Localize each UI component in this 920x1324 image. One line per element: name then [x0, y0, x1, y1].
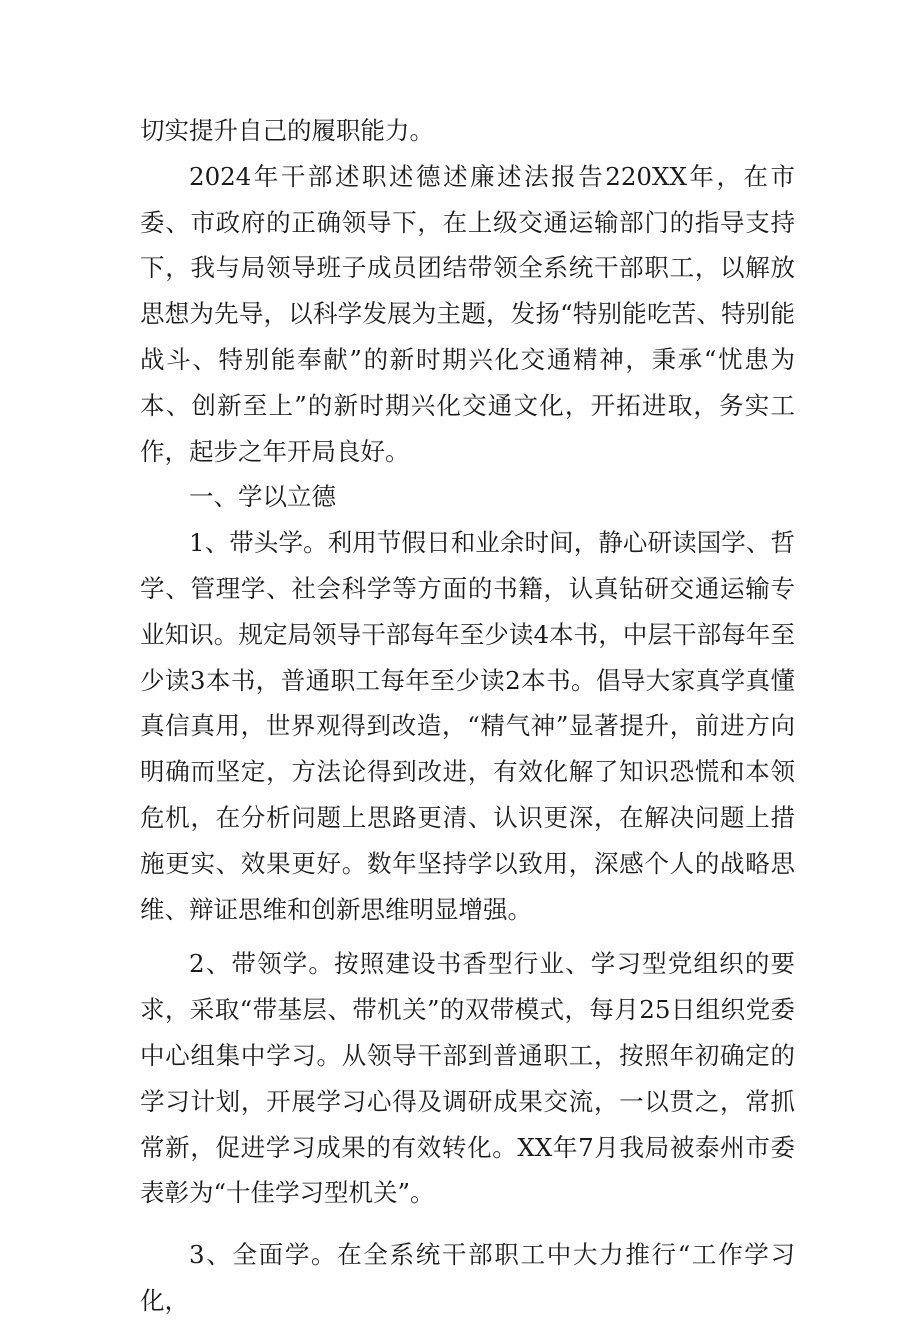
document-body	[140, 108, 795, 1324]
paragraph-lead-study: 1、带头学。利用节假日和业余时间，静心研读国学、哲学、管理学、社会科学等方面的书籍，认真钻研交通运输专业知识。规定局领导干部每年至少读4本书，中层干部每年至少读3本书，普通职工每年至少读2本书。倡导大家真学真懂真信真用，世界观得到改造，“精气神”显著提升，前进方向明确而坚定，方法论得到改进，有效化解了知识恐慌和本领危机，在分析问题上思路更清、认识更深，在解决问题上措施更实、效果更好。数年坚持学以致用，深感个人的战略思维、辩证思维和创新思维明显增强。	[140, 528, 795, 924]
paragraph-comprehensive-study: 3、全面学。在全系统干部职工中大力推行“工作学习化，	[140, 1240, 795, 1315]
paragraph-continuation: 切实提升自己的履职能力。	[140, 116, 434, 145]
paragraph-report-intro: 2024年干部述职述德述廉述法报告220XX年，在市委、市政府的正确领导下，在上级交通运输部门的指导支持下，我与局领导班子成员团结带领全系统干部职工，以解放思想为先导，以科学发展为主题，发扬“特别能吃苦、特别能战斗、特别能奉献”的新时期兴化交通精神，秉承“忧患为本、创新至上”的新时期兴化交通文化，开拓进取，务实工作，起步之年开局良好。	[140, 161, 795, 466]
paragraph-guide-study: 2、带领学。按照建设书香型行业、学习型党组织的要求，采取“带基层、带机关”的双带模式，每月25日组织党委中心组集中学习。从领导干部到普通职工，按照年初确定的学习计划，开展学习心得及调研成果交流，一以贯之，常抓常新，促进学习成果的有效转化。XX年7月我局被泰州市委表彰为“十佳学习型机关”。	[140, 949, 795, 1208]
section-heading-study: 一、学以立德	[189, 482, 336, 512]
